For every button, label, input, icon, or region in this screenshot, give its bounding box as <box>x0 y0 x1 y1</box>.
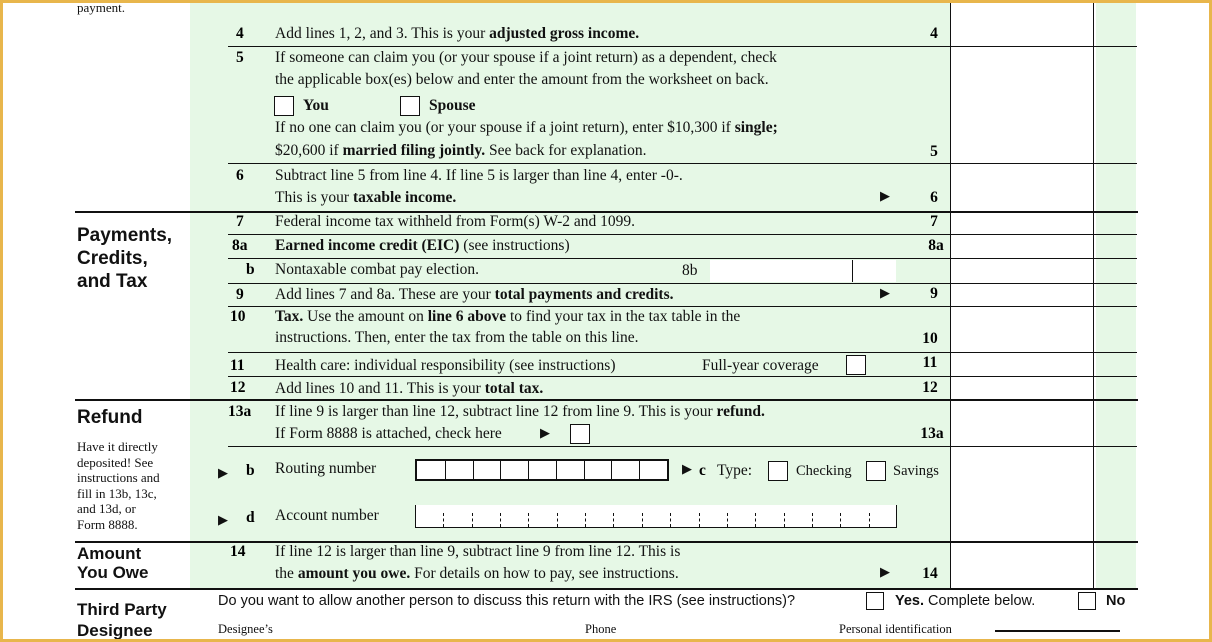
spouse-label: Spouse <box>429 97 476 114</box>
line-5-text-4: $20,600 if married filing jointly. See back for explanation. <box>275 142 647 159</box>
refund-heading: Refund <box>77 407 143 428</box>
payments-heading-2: Credits, <box>77 248 148 269</box>
account-digit-divider <box>840 513 841 527</box>
line-12-right-number: 12 <box>922 379 938 396</box>
line-12-number: 12 <box>230 379 246 396</box>
refund-note-5: and 13d, or <box>77 501 136 516</box>
routing-digit-divider <box>584 461 585 479</box>
line-13a-text-2: If Form 8888 is attached, check here <box>275 425 502 442</box>
account-type-label: Type: <box>717 462 753 479</box>
line-13c-number: c <box>699 462 706 479</box>
line-14-number: 14 <box>230 543 246 560</box>
line-14-right-number: 14 <box>922 565 938 582</box>
line-7-text: Federal income tax withheld from Form(s) W-2 and 1099. <box>275 213 636 230</box>
line-13a-text-1: If line 9 is larger than line 12, subtract line 12 from line 9. This is your refund. <box>275 403 765 420</box>
account-digit-divider <box>557 513 558 527</box>
line-10-text-1: Tax. Use the amount on line 6 above to find your tax in the tax table in the <box>275 308 741 325</box>
routing-digit-divider <box>556 461 557 479</box>
line-4-right-number: 4 <box>930 25 938 42</box>
line-8a-rule <box>228 258 1137 259</box>
line-8a-amount-field[interactable] <box>951 235 1093 258</box>
line-6-arrow-icon: ▶ <box>880 189 890 204</box>
line-8b-cents-rule <box>852 260 853 282</box>
line-13d-number: d <box>246 509 255 526</box>
line-10-amount-field[interactable] <box>951 307 1093 352</box>
line-11-amount-field[interactable] <box>951 353 1093 376</box>
checking-label: Checking <box>796 463 852 479</box>
line-11-text: Health care: individual responsibility (see instructions) <box>275 357 616 374</box>
routing-number-field[interactable] <box>415 459 669 481</box>
line-11-number: 11 <box>230 357 245 374</box>
checking-checkbox[interactable] <box>768 461 788 481</box>
line-6-text-2: This is your taxable income. <box>275 189 457 206</box>
top-fragment-text: payment. <box>77 0 126 15</box>
form-8888-arrow-icon: ▶ <box>540 426 550 441</box>
account-digit-divider <box>528 513 529 527</box>
line-9-arrow-icon: ▶ <box>880 286 890 301</box>
refund-note-1: Have it directly <box>77 439 158 454</box>
line-9-text: Add lines 7 and 8a. These are your total payments and credits. <box>275 286 674 303</box>
account-digit-divider <box>755 513 756 527</box>
line-14-text-1: If line 12 is larger than line 9, subtract line 9 from line 12. This is <box>275 543 681 560</box>
designee-name-label: Designee’s <box>218 622 273 636</box>
routing-digit-divider <box>500 461 501 479</box>
amount-column-cents-rule <box>1093 0 1094 590</box>
routing-digit-divider <box>445 461 446 479</box>
line-13a-amount-field[interactable] <box>951 400 1093 446</box>
account-digit-divider <box>784 513 785 527</box>
line-13a-number: 13a <box>228 403 252 420</box>
line-9-amount-field[interactable] <box>951 284 1093 306</box>
line-12-text: Add lines 10 and 11. This is your total tax. <box>275 380 544 397</box>
line-13b-arrow-icon: ▶ <box>218 466 228 481</box>
line-5-amount-field[interactable] <box>951 47 1093 163</box>
line-8a-number: 8a <box>232 237 248 254</box>
account-digit-divider <box>896 505 897 527</box>
line-8a-right-number: 8a <box>928 237 944 254</box>
line-6-number: 6 <box>236 167 244 184</box>
account-digit-divider <box>727 513 728 527</box>
amount-owe-heading-2: You Owe <box>77 563 149 582</box>
line-8b-field-label: 8b <box>682 262 698 279</box>
line-13b-number: b <box>246 462 255 479</box>
account-digit-divider <box>869 513 870 527</box>
account-digit-divider <box>500 513 501 527</box>
line-13a-right-number: 13a <box>920 425 944 442</box>
line-12-amount-field[interactable] <box>951 377 1093 399</box>
line-6-text-1: Subtract line 5 from line 4. If line 5 is larger than line 4, enter -0-. <box>275 167 683 184</box>
full-year-coverage-label: Full-year coverage <box>702 357 819 374</box>
account-digit-divider <box>613 513 614 527</box>
account-digit-divider <box>812 513 813 527</box>
designee-phone-label: Phone <box>585 622 617 636</box>
line-7-amount-field[interactable] <box>951 213 1093 234</box>
amount-owe-heading-1: Amount <box>77 544 142 563</box>
routing-digit-divider <box>473 461 474 479</box>
refund-note-2: deposited! See <box>77 455 154 470</box>
payments-heading-3: and Tax <box>77 271 148 292</box>
routing-digit-divider <box>639 461 640 479</box>
designee-pin-field[interactable] <box>995 630 1120 642</box>
line-5-text-1: If someone can claim you (or your spouse if a joint return) as a dependent, check <box>275 49 777 66</box>
account-digit-divider <box>415 505 416 527</box>
third-party-heading-2: Designee <box>77 621 153 640</box>
refund-note-3: instructions and <box>77 470 160 485</box>
account-digit-divider <box>443 513 444 527</box>
line-4-number: 4 <box>236 25 244 42</box>
savings-checkbox[interactable] <box>866 461 886 481</box>
line-10-number: 10 <box>230 308 246 325</box>
payments-heading-1: Payments, <box>77 225 173 246</box>
line-14-amount-field[interactable] <box>951 543 1093 588</box>
account-digit-divider <box>670 513 671 527</box>
spouse-checkbox[interactable] <box>400 96 420 116</box>
line-9-right-number: 9 <box>930 285 938 302</box>
form-8888-checkbox[interactable] <box>570 424 590 444</box>
line-8b-text: Nontaxable combat pay election. <box>275 261 480 278</box>
routing-number-label: Routing number <box>275 460 377 477</box>
line-10-right-number: 10 <box>922 330 938 347</box>
refund-note-6: Form 8888. <box>77 517 138 532</box>
routing-digit-divider <box>528 461 529 479</box>
line-5-text-2: the applicable box(es) below and enter the amount from the worksheet on back. <box>275 71 769 88</box>
line-8b-number: b <box>246 261 255 278</box>
account-digit-divider <box>699 513 700 527</box>
account-digit-divider <box>472 513 473 527</box>
line-8a-text: Earned income credit (EIC) (see instructions) <box>275 237 570 254</box>
line-13c-arrow-icon: ▶ <box>682 462 692 477</box>
line-5-right-number: 5 <box>930 143 938 160</box>
line-13d-arrow-icon: ▶ <box>218 513 228 528</box>
account-number-field[interactable] <box>415 505 897 528</box>
account-digit-divider <box>642 513 643 527</box>
green-shaded-right <box>1096 0 1136 590</box>
designee-yes-label: Yes. Complete below. <box>895 593 1036 609</box>
line-7-right-number: 7 <box>930 213 938 230</box>
line-6-right-number: 6 <box>930 189 938 206</box>
full-year-coverage-checkbox[interactable] <box>846 355 866 375</box>
third-party-heading-1: Third Party <box>77 600 167 619</box>
you-checkbox[interactable] <box>274 96 294 116</box>
refund-note-4: fill in 13b, 13c, <box>77 486 157 501</box>
designee-question: Do you want to allow another person to discuss this return with the IRS (see instructions)? <box>218 593 796 609</box>
account-number-label: Account number <box>275 507 379 524</box>
designee-yes-checkbox[interactable] <box>866 592 884 610</box>
line-8b-amount-field[interactable] <box>710 260 896 282</box>
line-5-text-3: If no one can claim you (or your spouse if a joint return), enter $10,300 if single; <box>275 119 778 136</box>
designee-no-checkbox[interactable] <box>1078 592 1096 610</box>
designee-no-label: No <box>1106 593 1126 609</box>
designee-pin-label: Personal identification <box>839 622 952 636</box>
line-14-text-2: the amount you owe. For details on how to pay, see instructions. <box>275 565 679 582</box>
savings-label: Savings <box>893 463 939 479</box>
line-11-right-number: 11 <box>922 354 938 371</box>
line-4-amount-field[interactable] <box>951 0 1093 46</box>
line-14-arrow-icon: ▶ <box>880 565 890 580</box>
line-9-number: 9 <box>236 286 244 303</box>
designee-section-rule <box>75 588 1138 590</box>
line-10-text-2: instructions. Then, enter the tax from the table on this line. <box>275 329 639 346</box>
line-5-number: 5 <box>236 49 244 66</box>
account-digit-divider <box>585 513 586 527</box>
line-7-number: 7 <box>236 213 244 230</box>
routing-digit-divider <box>611 461 612 479</box>
line-6-amount-field[interactable] <box>951 164 1093 211</box>
line-13a-rule <box>228 446 1137 447</box>
you-label: You <box>303 97 329 114</box>
line-4-text: Add lines 1, 2, and 3. This is your adjusted gross income. <box>275 25 640 42</box>
